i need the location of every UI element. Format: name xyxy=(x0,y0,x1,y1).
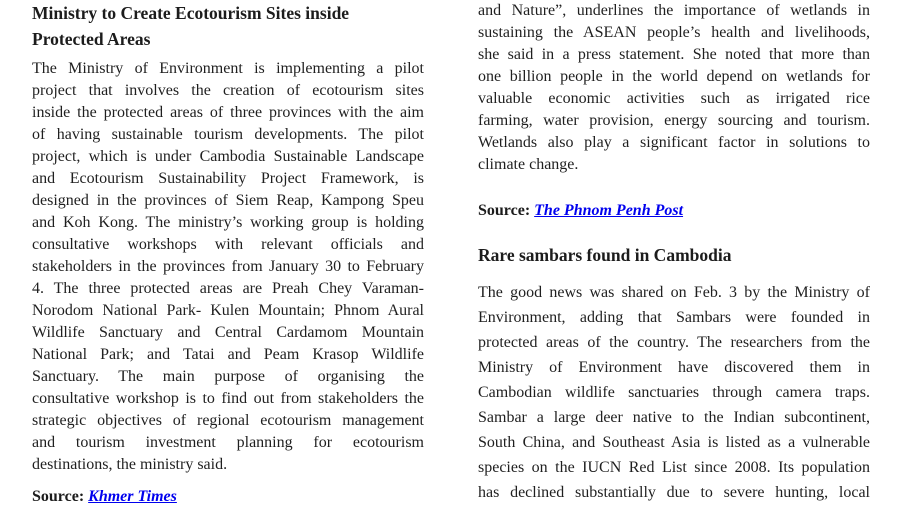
source-line-wetlands xyxy=(478,200,870,222)
text-line: strategic objectives of regional ecotourism management xyxy=(32,412,424,429)
source-line-ecotourism xyxy=(32,486,424,508)
text-line: project, which is under Cambodia Sustainable Landscape xyxy=(32,148,424,165)
text-line: of having sustainable tourism developments. The pilot xyxy=(32,126,424,143)
text-line: stakeholders in the provinces from January 30 to February xyxy=(32,258,424,275)
text-line: has declined substantially due to severe hunting, local xyxy=(478,484,870,501)
text-line: Wildlife Sanctuary and Central Cardamom Mountain xyxy=(32,324,424,341)
source-link-phnom-penh-post[interactable]: The Phnom Penh Post xyxy=(534,202,684,219)
article-heading-ecotourism xyxy=(32,0,424,52)
text-line: she said in a press statement. She noted that more than xyxy=(478,46,870,63)
text-line: The Ministry of Environment is implementing a pilot xyxy=(32,60,424,77)
text-line: Ministry to Create Ecotourism Sites inside xyxy=(32,3,350,23)
text-line: and Koh Kong. The ministry’s working group is holding xyxy=(32,214,424,231)
text-line: The good news was shared on Feb. 3 by the Ministry of xyxy=(478,284,870,301)
text-line: inside the protected areas of three provinces with the aim xyxy=(32,104,424,121)
text-line: Sanctuary. The main purpose of organising the xyxy=(32,368,424,385)
text-line: Ministry of Environment have discovered them in xyxy=(478,359,870,376)
text-line: and tourism investment planning for ecotourism xyxy=(32,434,424,451)
text-line: farming, water provision, energy sourcing and tourism. xyxy=(478,112,870,129)
source-label: Source: xyxy=(32,488,85,505)
text-line: climate change. xyxy=(478,156,579,173)
text-line: 4. The three protected areas are Preah Chey Varaman- xyxy=(32,280,424,297)
text-line: South China, and Southeast Asia is listed as a vulnerable xyxy=(478,434,870,451)
text-line: designed in the provinces of Siem Reap, Kampong Speu xyxy=(32,192,424,209)
text-line: project that involves the creation of ecotourism sites xyxy=(32,82,424,99)
right-column xyxy=(478,0,870,505)
text-line: destinations, the ministry said. xyxy=(32,456,228,473)
text-line: Protected Areas xyxy=(32,29,151,49)
text-line: and Ecotourism Sustainability Project Framework, is xyxy=(32,170,424,187)
article-body-sambars xyxy=(478,280,870,505)
article-body-wetlands xyxy=(478,0,870,176)
text-line: Wetlands also play a significant factor in solutions to xyxy=(478,134,870,151)
text-line: consultative workshop is to find out from stakeholders the xyxy=(32,390,424,407)
source-link-khmer-times[interactable]: Khmer Times xyxy=(88,488,177,505)
text-line: valuable economic activities such as irrigated rice xyxy=(478,90,870,107)
text-line: National Park; and Tatai and Peam Krasop Wildlife xyxy=(32,346,424,363)
text-line: protected areas of the country. The researchers from the xyxy=(478,334,870,351)
text-line: sustaining the ASEAN people’s health and livelihoods, xyxy=(478,24,870,41)
text-line: and Nature”, underlines the importance of wetlands in xyxy=(478,2,870,19)
text-line: Environment, adding that Sambars were founded in xyxy=(478,309,870,326)
text-line: one billion people in the world depend on wetlands for xyxy=(478,68,870,85)
article-heading-sambars xyxy=(478,242,870,268)
text-line: Sambar a large deer native to the Indian subcontinent, xyxy=(478,409,870,426)
text-line: species on the IUCN Red List since 2008. Its population xyxy=(478,459,870,476)
source-label: Source: xyxy=(478,202,531,219)
left-column xyxy=(32,0,424,508)
text-line: Cambodian wildlife sanctuaries through camera traps. xyxy=(478,384,870,401)
text-line: consultative workshops with relevant officials and xyxy=(32,236,424,253)
heading-text: Rare sambars found in Cambodia xyxy=(478,245,732,265)
article-body-ecotourism xyxy=(32,58,424,476)
text-line: Norodom National Park- Kulen Mountain; Phnom Aural xyxy=(32,302,424,319)
